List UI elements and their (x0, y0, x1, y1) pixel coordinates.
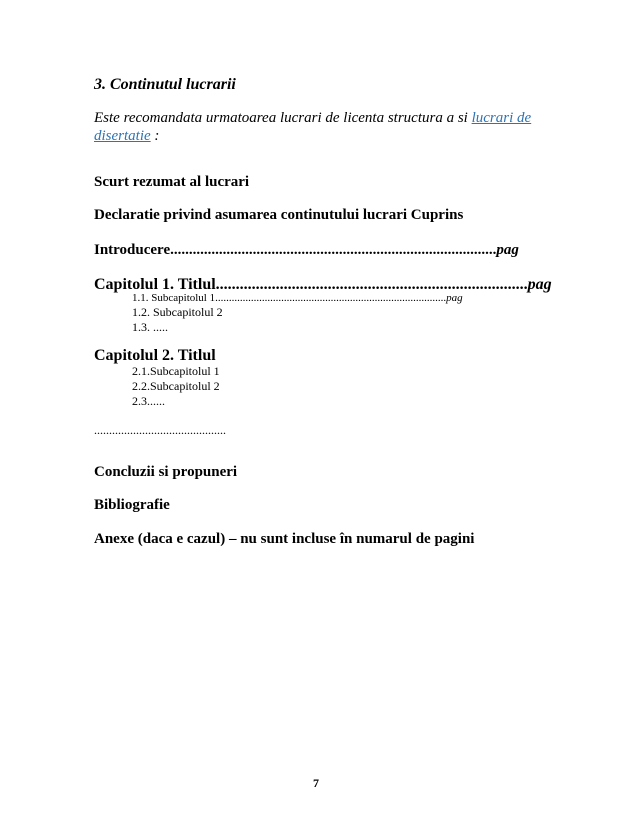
summary-item: Scurt rezumat al lucrari (94, 174, 250, 190)
bibliography-item: Bibliografie (94, 497, 170, 513)
chapter1-sub2: 1.2. Subcapitolul 2 (132, 305, 223, 319)
conclusions-item: Concluzii si propuneri (94, 464, 238, 480)
introduction-page: pag (496, 242, 519, 258)
link-disertatie[interactable]: disertatie (94, 128, 151, 144)
chapter2-heading: Capitolul 2. Titlul (94, 347, 216, 364)
chapter1-sub1-page: pag (446, 292, 463, 304)
chapter2-sub3: 2.3...... (132, 394, 165, 408)
introduction-label: Introducere....................................................................................... (94, 242, 497, 258)
chapter1-label: Capitolul 1. Titlul.............................................................................. (94, 276, 528, 293)
intro-line-1 (94, 110, 531, 127)
chapter1-page: pag (527, 276, 552, 293)
dots-line: ............................................ (94, 423, 226, 437)
link-lucrari-de[interactable]: lucrari de (471, 110, 532, 126)
page-number: 7 (313, 776, 319, 790)
section-heading: 3. Continutul lucrarii (94, 76, 236, 93)
chapter1-sub1-label: 1.1. Subcapitolul 1.................................................................................... (132, 292, 447, 304)
chapter1-sub3: 1.3. ..... (132, 320, 168, 334)
intro-line-2 (94, 128, 159, 145)
annexes-item: Anexe (daca e cazul) – nu sunt incluse în numarul de pagini (94, 531, 475, 547)
intro-colon: : (150, 128, 160, 144)
chapter2-sub2: 2.2.Subcapitolul 2 (132, 379, 220, 393)
chapter2-sub1: 2.1.Subcapitolul 1 (132, 364, 220, 378)
chapter1-sub1 (132, 292, 463, 304)
intro-text: Este recomandata urmatoarea lucrari de licenta structura a si (94, 110, 472, 126)
introduction-item (94, 242, 519, 259)
declaration-item: Declaratie privind asumarea continutului lucrari Cuprins (94, 207, 464, 223)
